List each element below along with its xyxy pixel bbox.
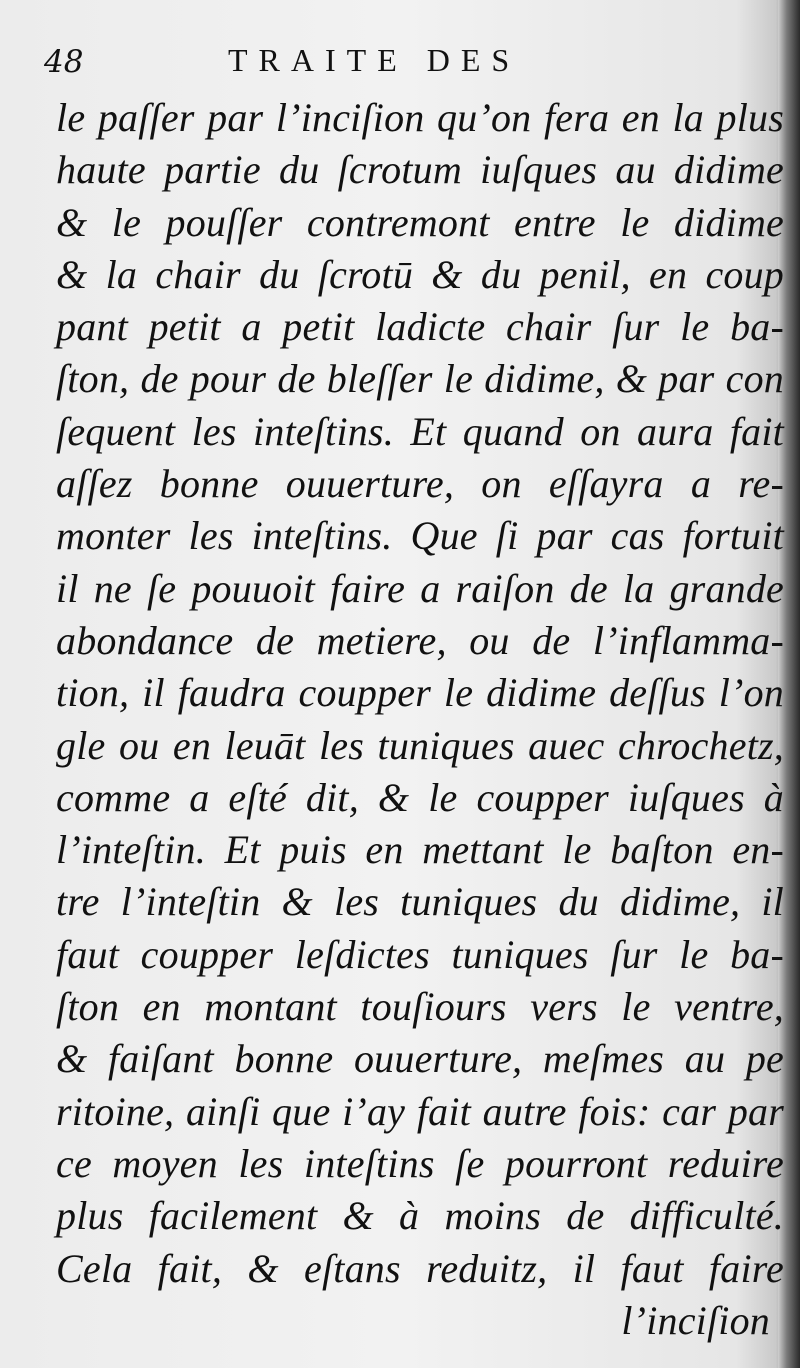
text-line: ſton, de pour de bleſſer le didime, & par con xyxy=(56,356,784,402)
text-line: il ne ſe pouuoit faire a raiſon de la grande xyxy=(56,565,784,611)
text-line: le paſſer par l’inciſion qu’on fera en la plus xyxy=(56,95,784,140)
text-line: tre l’inteſtin & les tuniques du didime, il xyxy=(56,879,784,925)
text-line: pant petit a petit ladicte chair ſur le ba- xyxy=(56,304,784,350)
text-line: ritoine, ainſi que i’ay fait autre fois: car par xyxy=(56,1088,784,1134)
text-line: comme a eſté dit, & le coupper iuſques à xyxy=(56,774,784,820)
text-line: ſequent les inteſtins. Et quand on aura fait xyxy=(56,408,784,454)
text-line: aſſez bonne ouuerture, on eſſayra a re- xyxy=(56,461,784,507)
text-line: & la chair du ſcrotū & du penil, en coup xyxy=(56,251,784,297)
catchword: l’inciſion xyxy=(621,1297,770,1343)
running-head: TRAITE DES xyxy=(228,42,521,78)
text-line: plus facilement & à moins de difficulté. xyxy=(56,1193,784,1239)
text-line: haute partie du ſcrotum iuſques au didime xyxy=(56,147,784,193)
text-line: ce moyen les inteſtins ſe pourront reduire xyxy=(56,1140,784,1186)
text-line: ſton en montant touſiours vers le ventre, xyxy=(56,984,784,1030)
text-line: l’inteſtin. Et puis en mettant le baſton en- xyxy=(56,827,784,873)
text-line: gle ou en leuāt les tuniques auec chrochetz, xyxy=(56,722,784,768)
text-line: abondance de metiere, ou de l’inflamma- xyxy=(56,617,784,663)
text-line: & le pouſſer contremont entre le didime xyxy=(56,199,784,245)
text-line: faut coupper leſdictes tuniques ſur le ba- xyxy=(56,931,784,977)
body-text xyxy=(56,92,784,1347)
text-line: monter les inteſtins. Que ſi par cas fortuit xyxy=(56,513,784,559)
text-line: Cela fait, & eſtans reduitz, il faut faire xyxy=(56,1245,784,1291)
text-line: tion, il faudra coupper le didime deſſus l’on xyxy=(56,670,784,716)
page-number: 48 xyxy=(44,44,84,80)
page-header xyxy=(0,36,800,86)
text-line: & faiſant bonne ouuerture, meſmes au pe xyxy=(56,1036,784,1082)
